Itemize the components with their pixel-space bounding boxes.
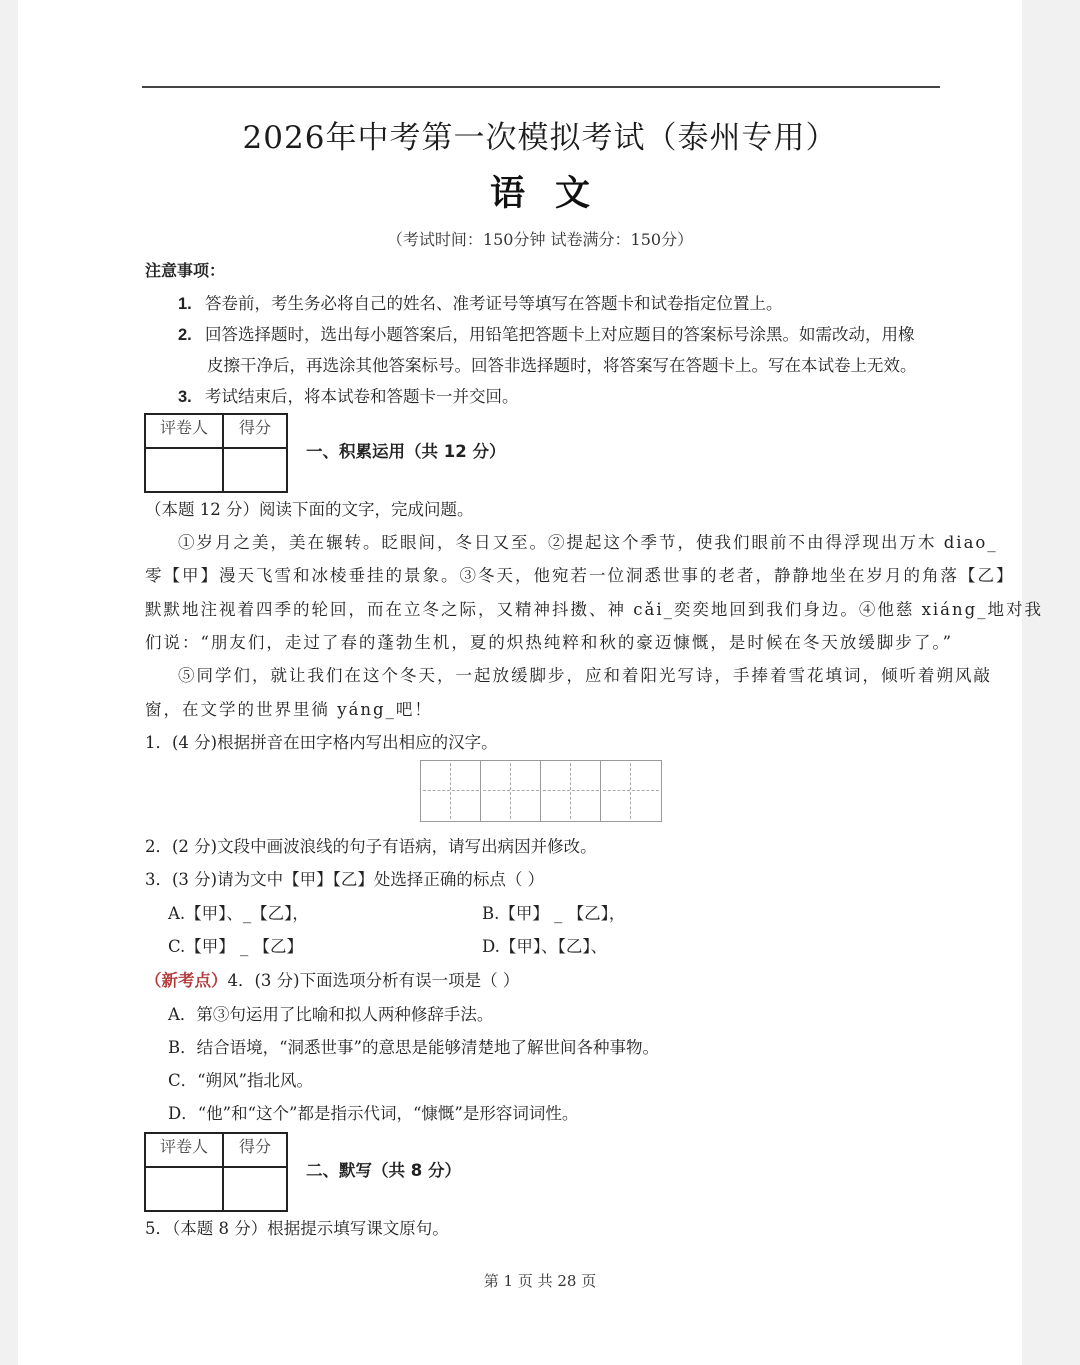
page-footer: 第 1 页 共 28 页 — [483, 1272, 597, 1290]
q3-option-b: B.【甲】 _ 【乙】， — [482, 904, 626, 923]
grader-label: 评卷人 — [145, 1133, 223, 1167]
grader-cell — [145, 1167, 223, 1211]
grader-table — [144, 1132, 288, 1212]
notice-item-number: 1. — [178, 295, 192, 313]
grader-table — [144, 413, 288, 493]
grid-cell[interactable] — [601, 761, 661, 821]
top-rule — [142, 86, 940, 88]
question-4-text: 4．(3 分)下面选项分析有误一项是（ ） — [227, 971, 520, 990]
section1-heading: 一、积累运用（共 12 分） — [306, 442, 506, 461]
notice-item-text: 答卷前，考生务必将自己的姓名、准考证号等填写在答题卡和试卷指定位置上。 — [205, 294, 783, 313]
section1-intro: （本题 12 分）阅读下面的文字，完成问题。 — [145, 500, 474, 519]
score-cell — [223, 1167, 287, 1211]
passage-line: ①岁月之美，美在辗转。眨眼间，冬日又至。②提起这个季节，使我们眼前不由得浮现出万木 diao_ — [178, 533, 998, 552]
notice-item — [178, 290, 783, 314]
question-4 — [145, 967, 519, 991]
question-2: 2．(2 分)文段中画波浪线的句子有语病，请写出病因并修改。 — [145, 837, 597, 856]
grid-cell[interactable] — [421, 761, 481, 821]
q4-option-b: B．结合语境，“洞悉世事”的意思是能够清楚地了解世间各种事物。 — [168, 1038, 659, 1057]
exam-title: 2026年中考第一次模拟考试（泰州专用） — [242, 120, 838, 156]
question-5: 5．（本题 8 分）根据提示填写课文原句。 — [145, 1219, 449, 1238]
passage-line: 零【甲】漫天飞雪和冰棱垂挂的景象。③冬天，他宛若一位洞悉世事的老者，静静地坐在岁月的角落【乙】 — [145, 566, 1015, 585]
notice-item-number: 3. — [178, 388, 192, 406]
passage-line: 默默地注视着四季的轮回，而在立冬之际，又精神抖擞、神 cǎi_奕奕地回到我们身边。④他慈 xiáng_地对我 — [145, 600, 1043, 619]
score-label: 得分 — [223, 414, 287, 448]
q4-option-d: D．“他”和“这个”都是指示代词，“慷慨”是形容词词性。 — [168, 1104, 579, 1123]
q4-option-a: A．第③句运用了比喻和拟人两种修辞手法。 — [168, 1005, 494, 1024]
q3-option-d: D.【甲】、【乙】、 — [482, 937, 608, 956]
question-1: 1．(4 分)根据拼音在田字格内写出相应的汉字。 — [145, 733, 498, 752]
notice-item — [178, 321, 915, 345]
grid-cell[interactable] — [481, 761, 541, 821]
passage-line: 窗，在文学的世界里徜 yáng_吧！ — [145, 700, 433, 719]
grader-label: 评卷人 — [145, 414, 223, 448]
passage-line: ⑤同学们，就让我们在这个冬天，一起放缓脚步，应和着阳光写诗，手捧着雪花填词，倾听着朔风敲 — [178, 666, 992, 685]
new-topic-tag: （新考点） — [145, 971, 228, 990]
exam-info: （考试时间：150分钟 试卷满分：150分） — [386, 230, 694, 249]
q3-option-a: A.【甲】、_【乙】， — [168, 904, 309, 923]
character-grid[interactable] — [420, 760, 662, 822]
subject-title: 语文 — [489, 173, 620, 214]
passage-line: 们说：“朋友们，走过了春的蓬勃生机，夏的炽热纯粹和秋的豪迈慷慨，是时候在冬天放缓脚步了。” — [145, 633, 954, 652]
notice-item-text: 回答选择题时，选出每小题答案后，用铅笔把答题卡上对应题目的答案标号涂黑。如需改动，用橡 — [205, 325, 915, 344]
notice-item-text: 考试结束后，将本试卷和答题卡一并交回。 — [205, 387, 519, 406]
question-3: 3．(3 分)请为文中【甲】【乙】处选择正确的标点（ ） — [145, 870, 545, 889]
grid-cell[interactable] — [541, 761, 601, 821]
score-cell — [223, 448, 287, 492]
q4-option-c: C．“朔风”指北风。 — [168, 1071, 313, 1090]
notice-heading: 注意事项： — [145, 261, 226, 280]
section2-heading: 二、默写（共 8 分） — [306, 1161, 461, 1180]
q3-option-c: C.【甲】 _ 【乙】 — [168, 937, 304, 956]
notice-item — [178, 383, 519, 407]
grader-cell — [145, 448, 223, 492]
score-label: 得分 — [223, 1133, 287, 1167]
notice-item-number: 2. — [178, 326, 192, 344]
notice-item-continuation: 皮擦干净后，再选涂其他答案标号。回答非选择题时，将答案写在答题卡上。写在本试卷上无效。 — [207, 356, 917, 375]
